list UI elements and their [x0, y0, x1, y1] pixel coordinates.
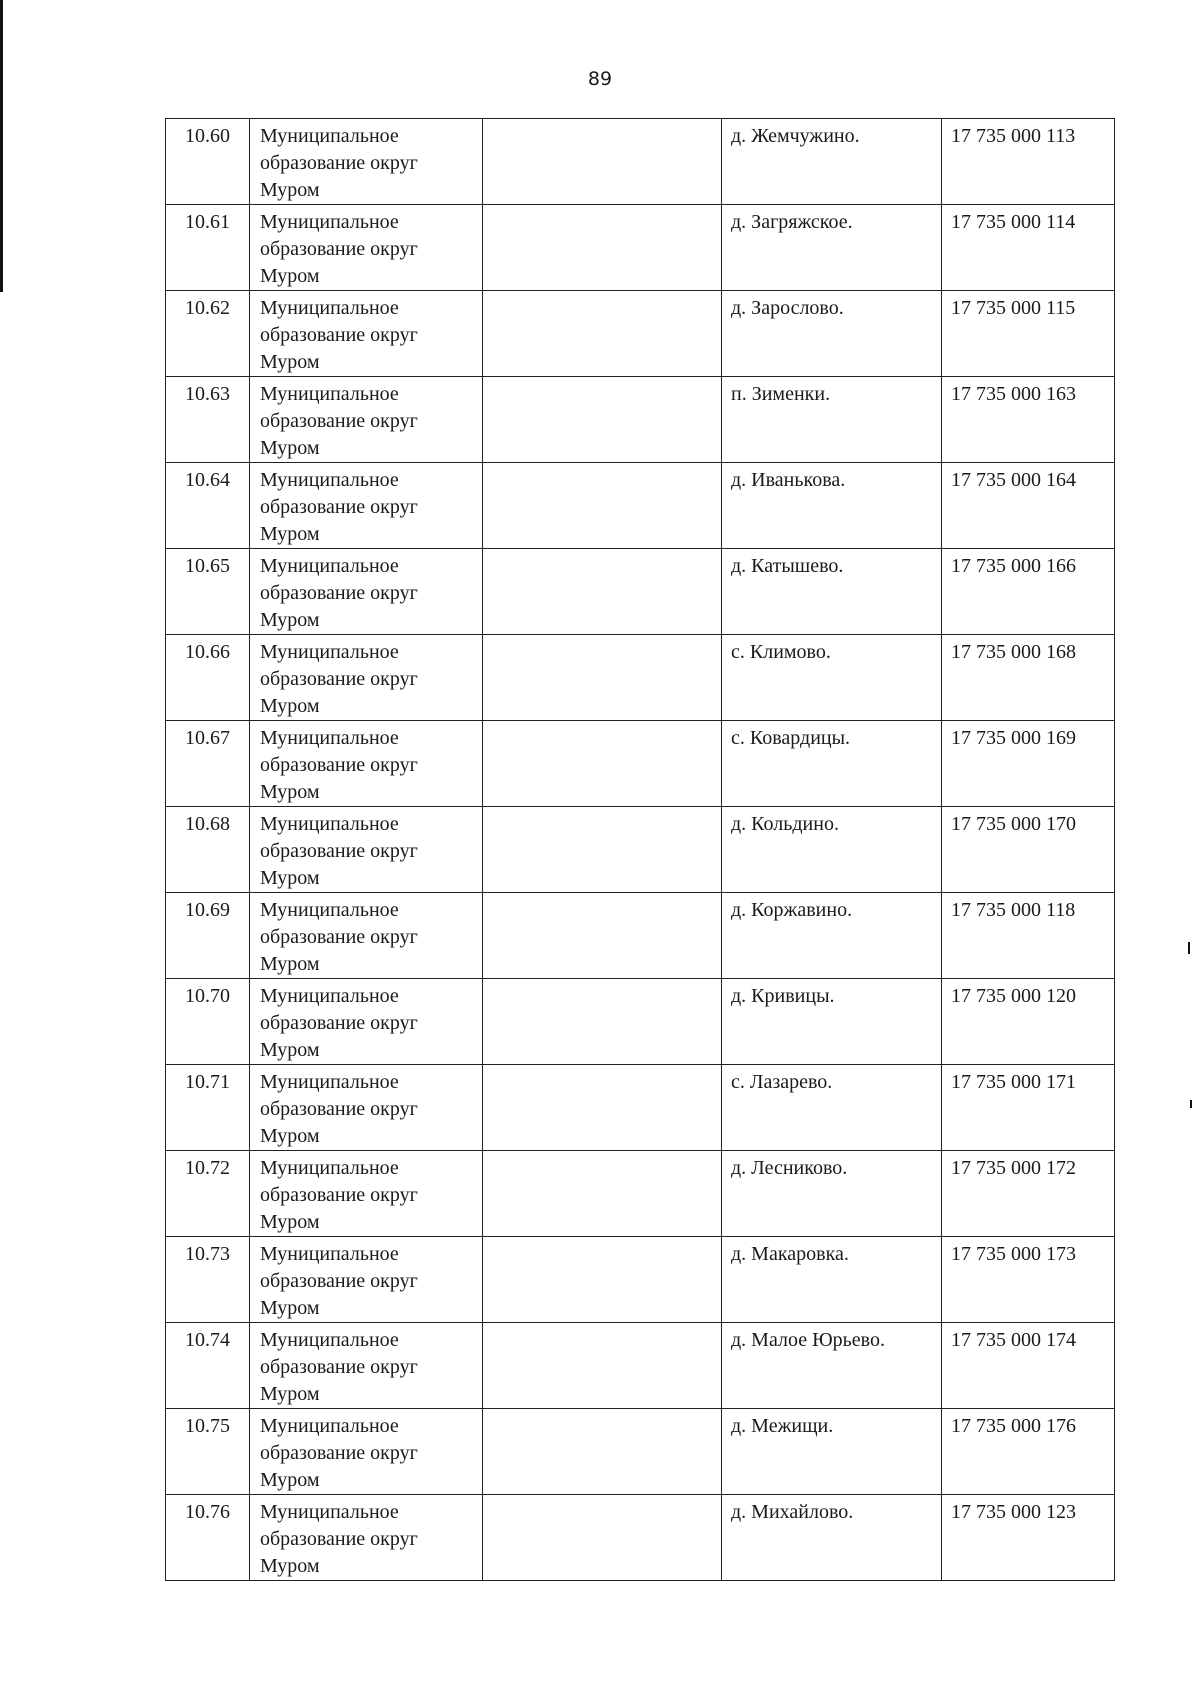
settlement-name: д. Малое Юрьево. [722, 1323, 942, 1409]
settlement-name: д. Катышево. [722, 549, 942, 635]
municipality-name-line: образование округ [260, 668, 418, 690]
municipality-name-line: Муром [260, 1125, 320, 1147]
row-number: 10.72 [166, 1151, 250, 1237]
settlement-name: д. Михайлово. [722, 1495, 942, 1581]
empty-cell [483, 463, 722, 549]
municipality-name-line: Муниципальное [260, 1071, 399, 1093]
municipality-name-line: Муром [260, 1297, 320, 1319]
oktmo-code: 17 735 000 169 [942, 721, 1115, 807]
table-row [166, 721, 1115, 807]
municipality-name-line: Муниципальное [260, 1501, 399, 1523]
municipality-name-line: Муниципальное [260, 297, 399, 319]
row-number: 10.69 [166, 893, 250, 979]
settlement-name: с. Климово. [722, 635, 942, 721]
row-number: 10.62 [166, 291, 250, 377]
empty-cell [483, 1495, 722, 1581]
oktmo-code: 17 735 000 115 [942, 291, 1115, 377]
municipality-name-line: Муром [260, 265, 320, 287]
row-number: 10.65 [166, 549, 250, 635]
settlement-name: д. Загряжское. [722, 205, 942, 291]
municipality-name-line: образование округ [260, 1356, 418, 1378]
settlement-name: д. Макаровка. [722, 1237, 942, 1323]
settlement-name: с. Ковардицы. [722, 721, 942, 807]
empty-cell [483, 979, 722, 1065]
municipality-name-line: образование округ [260, 1270, 418, 1292]
municipality-name-line: Муниципальное [260, 813, 399, 835]
municipality-name-line: Муром [260, 781, 320, 803]
row-number: 10.61 [166, 205, 250, 291]
municipality-name [250, 1151, 483, 1237]
municipality-name-line: Муниципальное [260, 985, 399, 1007]
municipality-name [250, 1409, 483, 1495]
table-row [166, 1495, 1115, 1581]
settlement-registry-table [165, 118, 1115, 1581]
oktmo-code: 17 735 000 168 [942, 635, 1115, 721]
municipality-name-line: Муниципальное [260, 1243, 399, 1265]
oktmo-code: 17 735 000 173 [942, 1237, 1115, 1323]
empty-cell [483, 119, 722, 205]
municipality-name-line: образование округ [260, 926, 418, 948]
municipality-name [250, 1495, 483, 1581]
table-row [166, 1237, 1115, 1323]
municipality-name-line: Муниципальное [260, 641, 399, 663]
municipality-name-line: Муром [260, 351, 320, 373]
municipality-name-line: образование округ [260, 1098, 418, 1120]
row-number: 10.60 [166, 119, 250, 205]
municipality-name-line: Муниципальное [260, 1329, 399, 1351]
municipality-name [250, 721, 483, 807]
scan-speck [1190, 1100, 1192, 1108]
municipality-name-line: Муниципальное [260, 899, 399, 921]
table-row [166, 1409, 1115, 1495]
table-row [166, 1323, 1115, 1409]
settlement-name: д. Лесниково. [722, 1151, 942, 1237]
row-number: 10.68 [166, 807, 250, 893]
row-number: 10.73 [166, 1237, 250, 1323]
empty-cell [483, 1151, 722, 1237]
oktmo-code: 17 735 000 176 [942, 1409, 1115, 1495]
municipality-name [250, 1323, 483, 1409]
row-number: 10.75 [166, 1409, 250, 1495]
municipality-name [250, 1065, 483, 1151]
empty-cell [483, 1323, 722, 1409]
settlement-name: д. Коржавино. [722, 893, 942, 979]
table-row [166, 635, 1115, 721]
row-number: 10.67 [166, 721, 250, 807]
municipality-name-line: образование округ [260, 410, 418, 432]
municipality-name [250, 205, 483, 291]
table-row [166, 893, 1115, 979]
municipality-name-line: Муниципальное [260, 125, 399, 147]
empty-cell [483, 377, 722, 463]
settlement-name: д. Зарослово. [722, 291, 942, 377]
row-number: 10.74 [166, 1323, 250, 1409]
row-number: 10.63 [166, 377, 250, 463]
empty-cell [483, 205, 722, 291]
oktmo-code: 17 735 000 172 [942, 1151, 1115, 1237]
municipality-name-line: Муром [260, 1555, 320, 1577]
row-number: 10.76 [166, 1495, 250, 1581]
municipality-name-line: Муром [260, 523, 320, 545]
municipality-name-line: образование округ [260, 840, 418, 862]
oktmo-code: 17 735 000 163 [942, 377, 1115, 463]
municipality-name-line: Муниципальное [260, 469, 399, 491]
municipality-name-line: Муром [260, 179, 320, 201]
oktmo-code: 17 735 000 123 [942, 1495, 1115, 1581]
municipality-name-line: образование округ [260, 1184, 418, 1206]
municipality-name-line: образование округ [260, 1528, 418, 1550]
table-row [166, 377, 1115, 463]
municipality-name [250, 807, 483, 893]
settlement-name: д. Кривицы. [722, 979, 942, 1065]
empty-cell [483, 291, 722, 377]
row-number: 10.66 [166, 635, 250, 721]
page-number: 89 [587, 68, 613, 90]
oktmo-code: 17 735 000 174 [942, 1323, 1115, 1409]
municipality-name-line: образование округ [260, 1012, 418, 1034]
table-row [166, 1151, 1115, 1237]
municipality-name-line: образование округ [260, 582, 418, 604]
settlement-name: д. Жемчужино. [722, 119, 942, 205]
oktmo-code: 17 735 000 170 [942, 807, 1115, 893]
oktmo-code: 17 735 000 164 [942, 463, 1115, 549]
settlement-name: д. Кольдино. [722, 807, 942, 893]
table-row [166, 463, 1115, 549]
oktmo-code: 17 735 000 114 [942, 205, 1115, 291]
table-row [166, 291, 1115, 377]
municipality-name-line: Муром [260, 1039, 320, 1061]
municipality-name [250, 549, 483, 635]
municipality-name-line: Муром [260, 437, 320, 459]
oktmo-code: 17 735 000 171 [942, 1065, 1115, 1151]
municipality-name [250, 893, 483, 979]
municipality-name [250, 463, 483, 549]
municipality-name [250, 1237, 483, 1323]
municipality-name-line: Муром [260, 867, 320, 889]
empty-cell [483, 549, 722, 635]
oktmo-code: 17 735 000 120 [942, 979, 1115, 1065]
municipality-name-line: образование округ [260, 238, 418, 260]
municipality-name-line: Муниципальное [260, 383, 399, 405]
municipality-name-line: образование округ [260, 1442, 418, 1464]
settlement-name: с. Лазарево. [722, 1065, 942, 1151]
settlement-name: д. Межищи. [722, 1409, 942, 1495]
settlement-name: п. Зименки. [722, 377, 942, 463]
empty-cell [483, 893, 722, 979]
table-row [166, 979, 1115, 1065]
oktmo-code: 17 735 000 113 [942, 119, 1115, 205]
row-number: 10.70 [166, 979, 250, 1065]
municipality-name-line: Муром [260, 1383, 320, 1405]
municipality-name-line: Муром [260, 695, 320, 717]
municipality-name [250, 635, 483, 721]
table-row [166, 205, 1115, 291]
scan-speck [1188, 942, 1190, 954]
municipality-name-line: Муром [260, 953, 320, 975]
row-number: 10.64 [166, 463, 250, 549]
municipality-name-line: образование округ [260, 754, 418, 776]
empty-cell [483, 807, 722, 893]
municipality-name-line: образование округ [260, 324, 418, 346]
municipality-name-line: Муниципальное [260, 211, 399, 233]
oktmo-code: 17 735 000 118 [942, 893, 1115, 979]
empty-cell [483, 1409, 722, 1495]
municipality-name-line: Муниципальное [260, 555, 399, 577]
municipality-name-line: Муром [260, 1211, 320, 1233]
empty-cell [483, 635, 722, 721]
settlement-name: д. Иванькова. [722, 463, 942, 549]
municipality-name-line: Муниципальное [260, 727, 399, 749]
empty-cell [483, 1237, 722, 1323]
municipality-name-line: образование округ [260, 152, 418, 174]
registry-rows [166, 119, 1115, 1581]
table-row [166, 807, 1115, 893]
municipality-name-line: Муниципальное [260, 1157, 399, 1179]
municipality-name [250, 377, 483, 463]
municipality-name [250, 979, 483, 1065]
municipality-name-line: Муром [260, 1469, 320, 1491]
table-row [166, 119, 1115, 205]
empty-cell [483, 721, 722, 807]
table-row [166, 1065, 1115, 1151]
municipality-name-line: образование округ [260, 496, 418, 518]
empty-cell [483, 1065, 722, 1151]
table-row [166, 549, 1115, 635]
scan-margin-mark [0, 0, 3, 292]
oktmo-code: 17 735 000 166 [942, 549, 1115, 635]
row-number: 10.71 [166, 1065, 250, 1151]
municipality-name-line: Муниципальное [260, 1415, 399, 1437]
municipality-name [250, 119, 483, 205]
municipality-name-line: Муром [260, 609, 320, 631]
municipality-name [250, 291, 483, 377]
